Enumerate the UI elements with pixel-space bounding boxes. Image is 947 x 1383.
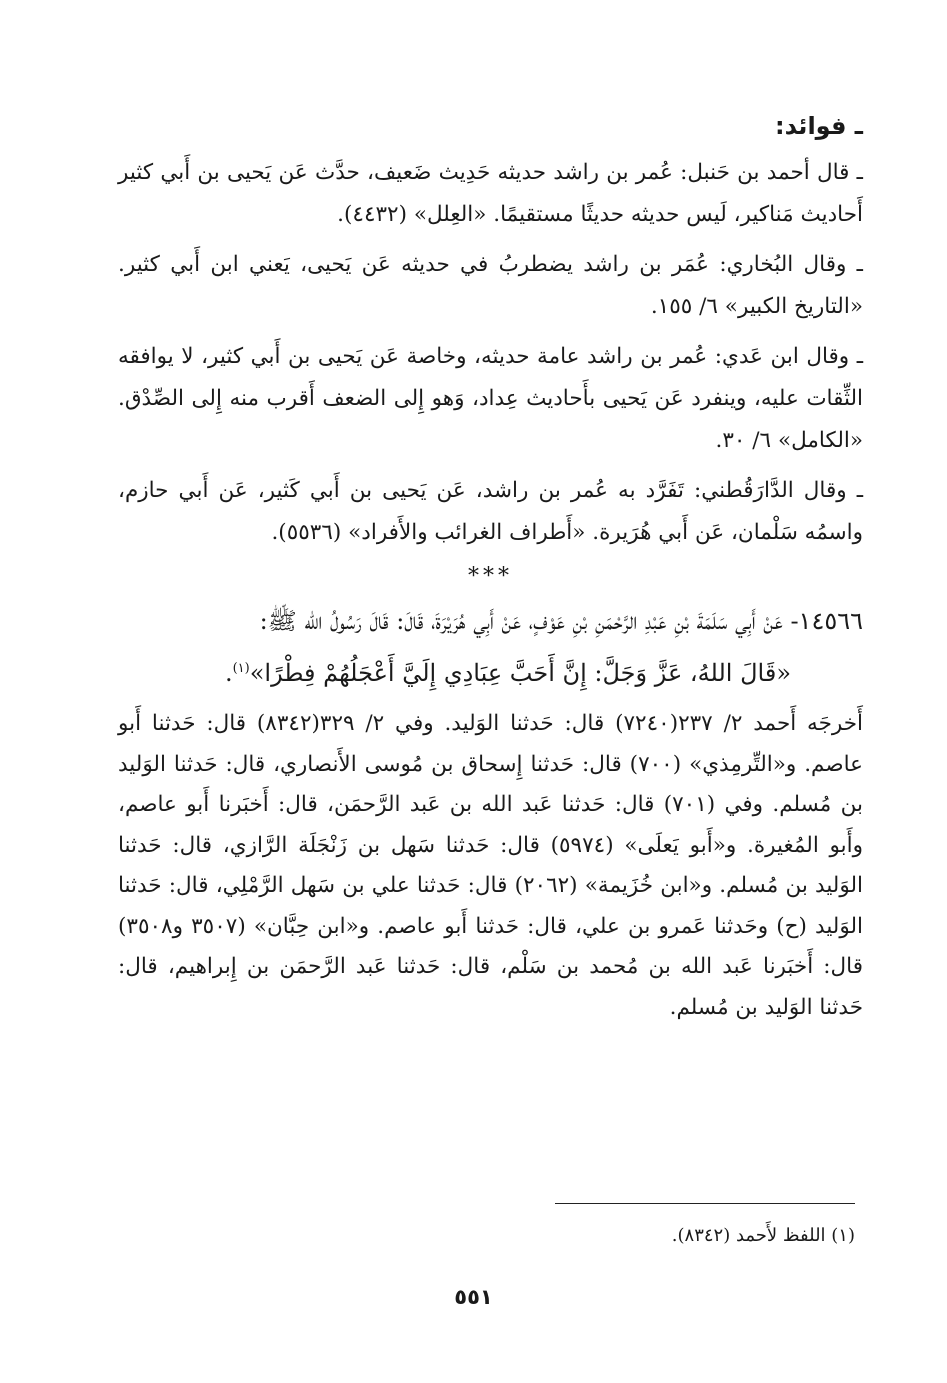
fawaid-paragraph-ahmad: ـ قال أحمد بن حَنبل: عُمر بن راشد حديثه حَدِيث ضَعيف، حدَّث عَن يَحيى بن أَبي كثير أَحاديث مَناكير، لَيس حديثه حديثًا مستقيمًا. «العِلل» (٤٤٣٢). xyxy=(118,160,863,227)
fawaid-paragraph-daraqutni: ـ وقال الدَّارَقُطني: تَفَرَّد به عُمر بن راشد، عَن يَحيى بن أَبي كَثير، عَن أَبي حازم، واسمُه سَلْمان، عَن أَبي هُرَيرة. «أَطراف الغرائب والأَفراد» (٥٥٣٦). xyxy=(118,478,863,545)
fawaid-paragraph-ibn-adi: ـ وقال ابن عَدي: عُمر بن راشد عامة حديثه، وخاصة عَن يَحيى بن أَبي كثير، لا يوافقه الثِّقات عليه، وينفرد عَن يَحيى بأَحاديث عِداد، وَهو إِلى الضعف أَقرب منه إِلى الصِّدْق. «الكامل» ٦/ ٣٠. xyxy=(118,344,863,453)
hadith-matn-text: «قَالَ اللهُ، عَزَّ وَجَلَّ: إِنَّ أَحَبَّ عِبَادِي إِلَيَّ أَعْجَلُهُمْ فِطْرًا» xyxy=(249,659,791,687)
hadith-matn xyxy=(118,646,863,696)
footnote-reference: (١) xyxy=(232,661,250,676)
takhrij-paragraph: أَخرجَه أَحمد ٢/ ٢٣٧(٧٢٤٠) قال: حَدثنا الوَليد. وفي ٢/ ٣٢٩(٨٣٤٢) قال: حَدثنا أَبو عاصم. و«التِّرمِذي» (٧٠٠) قال: حَدثنا إِسحاق بن مُوسى الأَنصاري، قال: حَدثنا الوَليد بن مُسلم. وفي (٧٠١) قال: حَدثنا عَبد الله بن عَبد الرَّحمَن، قال: أَخبَرنا أَبو عاصم، وأَبو المُغيرة. و«أَبو يَعلَى» (٥٩٧٤) قال: حَدثنا سَهل بن زَنْجَلَة الرَّازي، قال: حَدثنا الوَليد بن مُسلم. و«ابن خُزَيمة» (٢٠٦٢) قال: حَدثنا علي بن سَهل الرَّمْلِي، قال: حَدثنا الوَليد (ح) وحَدثنا عَمرو بن علي، قال: حَدثنا أَبو عاصم. و«ابن حِبَّان» (٣٥٠٧ و٣٥٠٨) قال: أَخبَرنا عَبد الله بن مُحمد بن سَلْم، قال: حَدثنا عَبد الرَّحمَن بن إِبراهيم، قال: حَدثنا الوَليد بن مُسلم. xyxy=(118,711,864,1020)
hadith-matn-end: . xyxy=(224,659,233,687)
page-number: ٥٥١ xyxy=(454,1285,493,1309)
footnote-divider xyxy=(555,1203,855,1204)
section-separator: *** xyxy=(468,564,513,589)
fawaid-heading: ـ فوائد: xyxy=(774,112,863,140)
hadith-isnad: ١٤٥٦٦- عَنْ أَبِي سَلَمَةَ بْنِ عَبْدِ الرَّحْمَنِ بْنِ عَوْفٍ، عَنْ أَبِي هُرَيْرَةَ، قَالَ: قَالَ رَسُولُ الله ﷺ: xyxy=(259,607,863,635)
fawaid-paragraph-bukhari: ـ وقال البُخاري: عُمَر بن راشد يضطربُ في حديثه عَن يَحيى، يَعني ابن أَبي كثير. «التاريخ الكبير» ٦/ ١٥٥. xyxy=(118,252,863,319)
page-body xyxy=(118,108,863,1028)
footnote: (١) اللفظ لأَحمد (٨٣٤٢). xyxy=(671,1225,855,1246)
